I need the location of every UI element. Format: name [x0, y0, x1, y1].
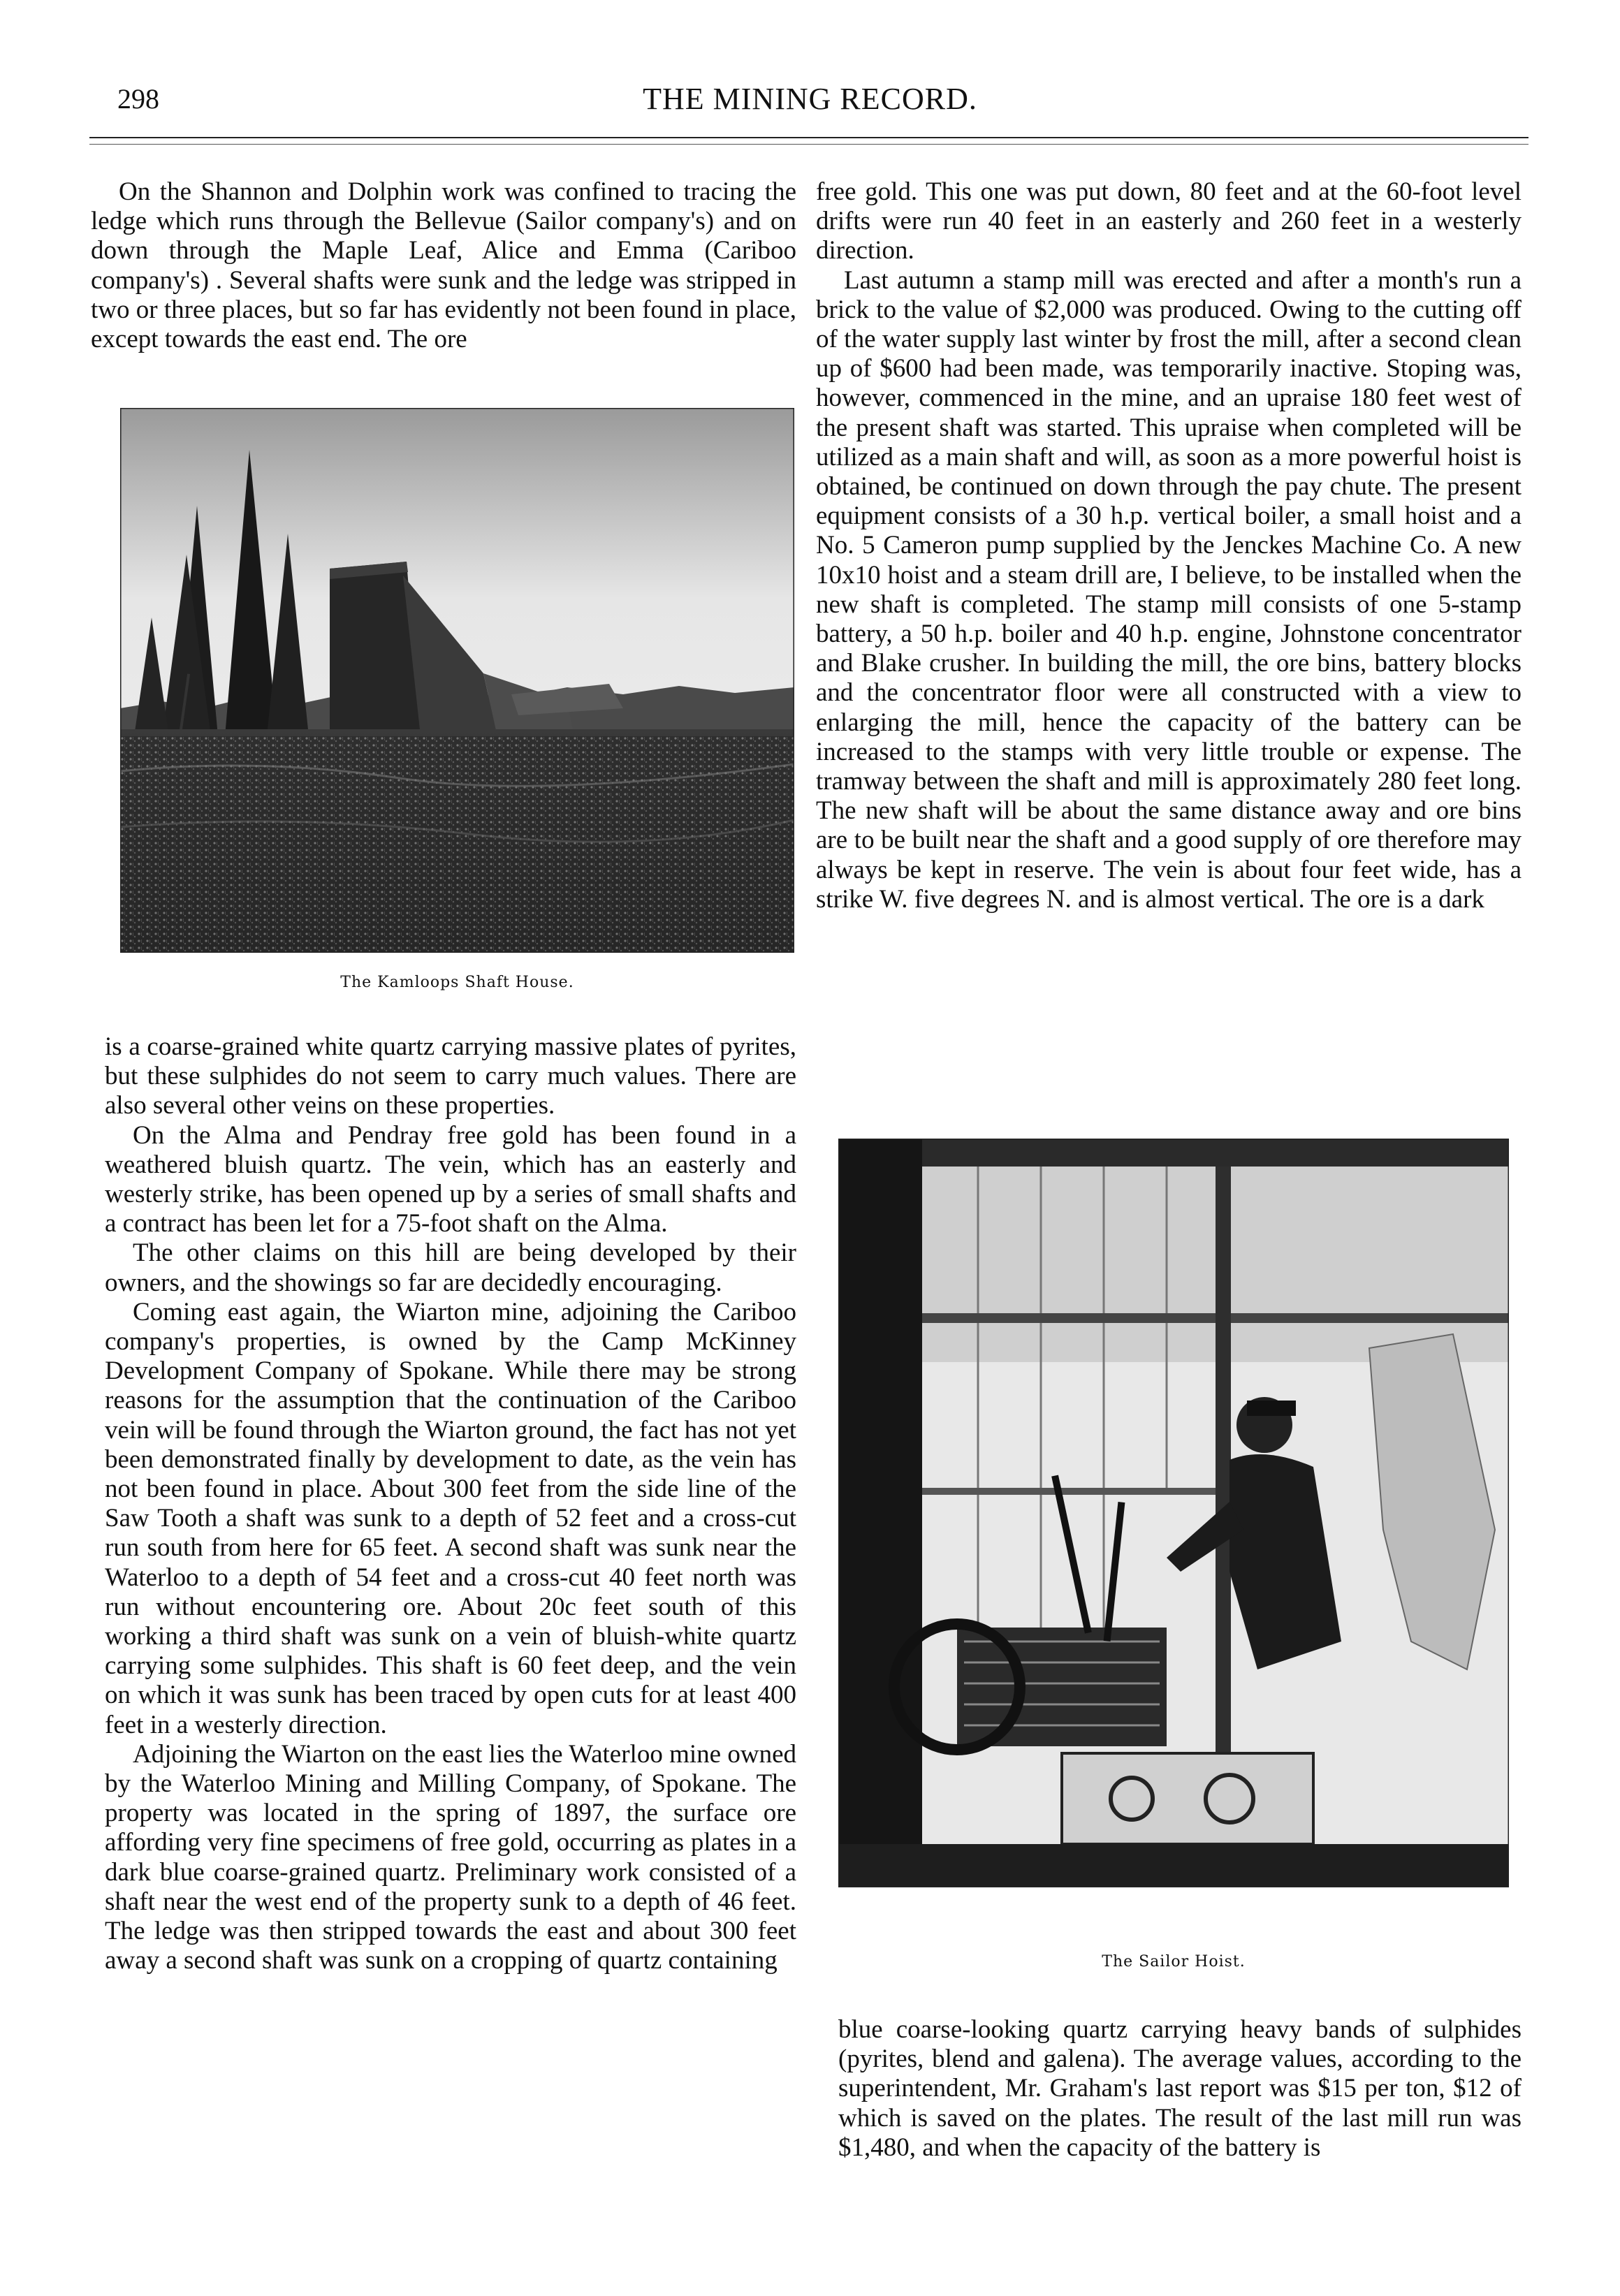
- paragraph: The other claims on this hill are being developed by their owners, and the showings so far are decidedly encouraging.: [105, 1238, 796, 1297]
- paragraph: Coming east again, the Wiarton mine, adjoining the Cariboo company's properties, is owned by the Camp McKinney Development Company of Spokane. While there may be strong reasons for the assumption that the continuation of the Cariboo vein will be found through the Wiarton ground, the fact has not yet been demonstrated finally by development to date, as the vein has not been found in place. About 300 feet from the side line of the Saw Tooth a shaft was sunk to a depth of 52 feet and a cross-cut run south from here for 65 feet. A second shaft was sunk near the Waterloo to a depth of 54 feet and a cross-cut 40 feet north was run without encountering ore. About 20c feet south of this working a third shaft was sunk on a vein of bluish-white quartz carrying some sulphides. This shaft is 60 feet deep, and the vein on which it was sunk has been traced by open cuts for at least 400 feet in a westerly direction.: [105, 1297, 796, 1739]
- sailor-photo-caption: The Sailor Hoist.: [1102, 1953, 1246, 1970]
- header-rule-thin: [89, 144, 1528, 145]
- right-column-top: [816, 177, 1522, 914]
- paragraph: On the Alma and Pendray free gold has been found in a weathered bluish quartz. The vein, which has an easterly and westerly strike, has been opened up by a series of small shafts and a contract has been let for a 75-foot shaft on the Alma.: [105, 1120, 796, 1238]
- paragraph: blue coarse-looking quartz carrying heavy bands of sulphides (pyrites, blend and galena). The average values, according to the superintendent, Mr. Graham's last report was $15 per ton, $12 of which is saved on the plates. The result of the last mill run was $1,480, and when the capacity of the battery is: [838, 2015, 1522, 2162]
- page-number: 298: [117, 83, 159, 115]
- paragraph: is a coarse-grained white quartz carrying massive plates of pyrites, but these sulphides do not seem to carry much values. There are also several other veins on these properties.: [105, 1032, 796, 1120]
- paragraph: Last autumn a stamp mill was erected and after a month's run a brick to the value of $2,000 was produced. Owing to the cutting off of the water supply last winter by frost the mill, after a second clean up of $600 had been made, was temporarily inactive. Stoping was, however, commenced in the mine, and an upraise 180 feet west of the present shaft was started. This upraise when completed will be utilized as a main shaft and will, as soon as a more powerful hoist is obtained, be continued on down through the pay chute. The present equipment consists of a 30 h.p. vertical boiler, a small hoist and a No. 5 Cameron pump supplied by the Jenckes Machine Co. A new 10x10 hoist and a steam drill are, I believe, to be installed when the new shaft is completed. The stamp mill consists of one 5-stamp battery, a 50 h.p. boiler and 40 h.p. engine, Johnstone concentrator and Blake crusher. In building the mill, the ore bins, battery blocks and the concentrator floor were all constructed with a view to enlarging the mill, hence the capacity of the battery can be increased to the stamps with very little trouble or expense. The tramway between the shaft and mill is approximately 280 feet long. The new shaft will be about the same distance away and ore bins are to be built near the shaft and a good supply of ore therefore may always be kept in reserve. The vein is about four feet wide, has a strike W. five degrees N. and is almost vertical. The ore is a dark: [816, 265, 1522, 914]
- header-rule: [89, 137, 1528, 138]
- paragraph: Adjoining the Wiarton on the east lies the Waterloo mine owned by the Waterloo Mining and Milling Company, of Spokane. The property was located in the spring of 1897, the surface ore affording very fine specimens of free gold, occurring as plates in a dark blue coarse-grained quartz. Preliminary work consisted of a shaft near the west end of the property sunk to a depth of 46 feet. The ledge was then stripped towards the east and about 300 feet away a second shaft was sunk on a cropping of quartz containing: [105, 1739, 796, 1975]
- left-column-top: [91, 177, 796, 354]
- left-column-bottom: [105, 1032, 796, 1976]
- sailor-hoist-photo: [838, 1139, 1509, 1887]
- right-column-bottom: [838, 2015, 1522, 2163]
- paragraph: free gold. This one was put down, 80 feet and at the 60-foot level drifts were run 40 feet in an easterly and 260 feet in a westerly direction.: [816, 177, 1522, 265]
- running-head: THE MINING RECORD.: [643, 82, 977, 116]
- kamloops-shaft-house-photo: [120, 408, 794, 953]
- paragraph: On the Shannon and Dolphin work was confined to tracing the ledge which runs through the Bellevue (Sailor company's) and on down through the Maple Leaf, Alice and Emma (Cariboo company's) . Several shafts were sunk and the ledge was stripped in two or three places, but so far has evidently not been found in place, except towards the east end. The ore: [91, 177, 796, 354]
- kamloops-photo-caption: The Kamloops Shaft House.: [340, 974, 574, 991]
